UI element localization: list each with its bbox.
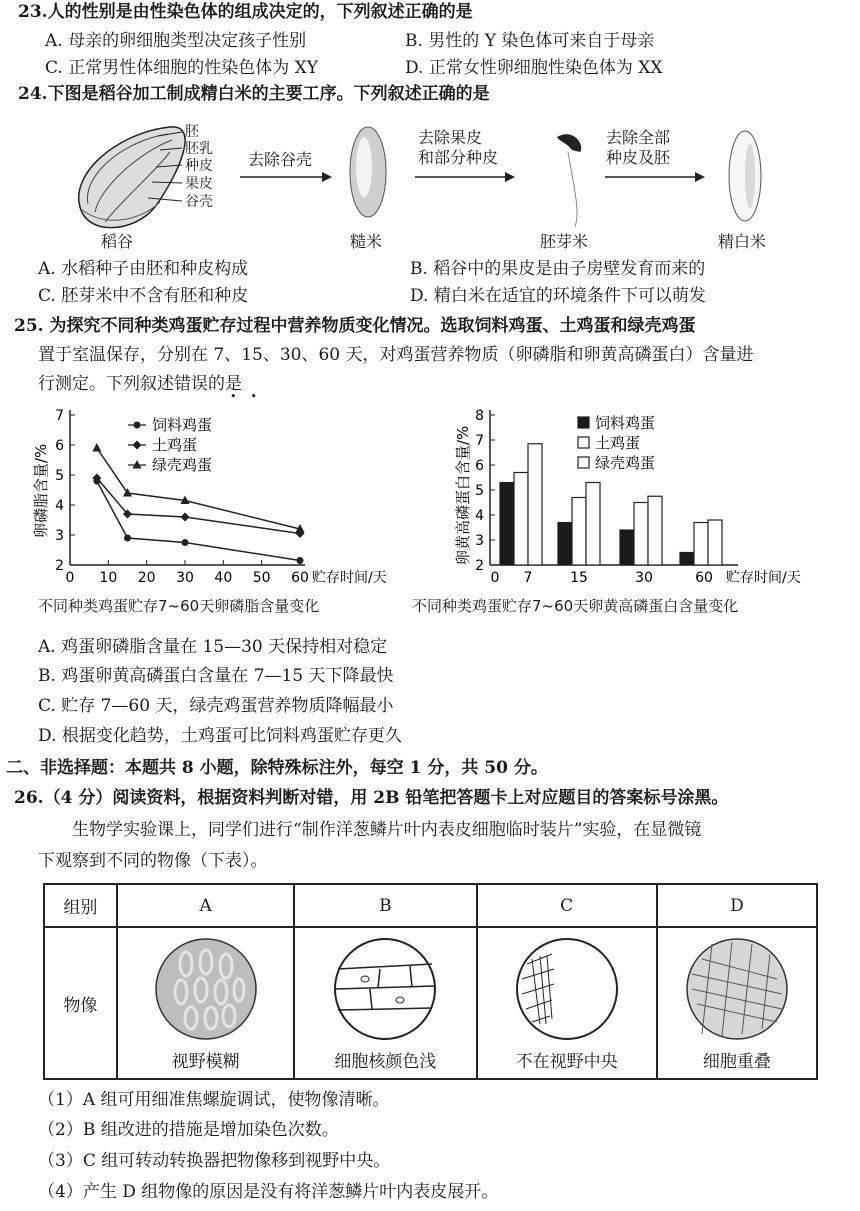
blurry-view-image xyxy=(151,934,261,1044)
bar xyxy=(572,498,586,566)
y-tick-label: 4 xyxy=(55,498,64,514)
bar xyxy=(500,483,514,566)
step3-label-line2: 种皮及胚 xyxy=(606,148,671,167)
part-label-seed-coat: 种皮 xyxy=(185,158,213,174)
q23-option-b: B. 男性的 Y 染色体可来自于母亲 xyxy=(405,31,655,51)
table-header-b: B xyxy=(294,884,476,927)
q23-option-c: C. 正常男性体细胞的性染色体为 XY xyxy=(45,58,318,78)
bar xyxy=(514,473,528,566)
stage-label-paddy: 稻谷 xyxy=(101,232,134,251)
stage-label-polished-rice: 精白米 xyxy=(718,232,767,251)
legend-label: 绿壳鸡蛋 xyxy=(595,454,656,472)
q24-option-d: D. 精白米在适宜的环境条件下可以萌发 xyxy=(410,286,706,306)
y-tick-label: 6 xyxy=(55,438,64,454)
x-tick-label: 0 xyxy=(490,570,500,586)
bar xyxy=(586,483,600,566)
y-tick-label: 4 xyxy=(475,508,484,524)
legend-marker xyxy=(134,422,141,429)
legend-label: 土鸡蛋 xyxy=(595,434,641,452)
q25-option-d: D. 根据变化趋势，土鸡蛋可比饲料鸡蛋贮存更久 xyxy=(38,726,402,746)
brown-rice-drawing xyxy=(350,127,386,217)
bar xyxy=(648,496,662,565)
x-tick-label: 7 xyxy=(523,570,533,586)
y-axis-title: 卵黄高磷蛋白含量/% xyxy=(454,425,472,565)
q26-stem: 26.（4 分）阅读资料，根据资料判断对错，用 2B 铅笔把答题卡上对应题目的答案标号涂黑。 xyxy=(14,788,729,808)
table-cell-a xyxy=(117,927,294,1079)
x-tick-label: 30 xyxy=(635,570,653,586)
y-tick-label: 3 xyxy=(55,528,64,544)
q25-stem-line1: 25. 为探究不同种类鸡蛋贮存过程中营养物质变化情况。选取饲料鸡蛋、土鸡蛋和绿壳鸡蛋 xyxy=(14,316,696,336)
stage-label-brown-rice: 糙米 xyxy=(350,232,383,251)
legend-marker xyxy=(133,441,142,450)
part-label-pericarp: 果皮 xyxy=(185,176,213,192)
data-point xyxy=(182,539,189,546)
phosvitin-bar-chart xyxy=(448,400,848,595)
x-tick-label: 60 xyxy=(695,570,713,586)
q26-para-line1: 生物学实验课上，同学们进行“制作洋葱鳞片叶内表皮细胞临时装片”实验，在显微镜 xyxy=(72,820,702,840)
legend-swatch xyxy=(578,437,589,448)
emphasis-dots: • • xyxy=(230,390,257,403)
q24-option-a: A. 水稻种子由胚和种皮构成 xyxy=(38,259,249,279)
y-axis-title: 卵磷脂含量/% xyxy=(32,443,50,538)
legend-label: 饲料鸡蛋 xyxy=(595,414,656,432)
rice-grain-drawing xyxy=(79,127,185,228)
bar xyxy=(634,503,648,566)
microscope-image-table xyxy=(43,883,818,1080)
q24-stem: 24.下图是稻谷加工制成精白米的主要工序。下列叙述正确的是 xyxy=(18,84,490,104)
x-tick-label: 40 xyxy=(214,570,233,586)
caption-a: 视野模糊 xyxy=(171,1052,240,1072)
x-tick-label: 50 xyxy=(252,570,271,586)
off-center-image xyxy=(512,934,622,1044)
table-header-d: D xyxy=(657,884,817,927)
y-tick-label: 7 xyxy=(55,408,64,424)
step2-label-line2: 和部分种皮 xyxy=(418,148,499,167)
y-tick-label: 2 xyxy=(475,558,484,574)
lecithin-line-chart xyxy=(28,400,428,595)
q25-stem-line3: 行测定。下列叙述错误的是 xyxy=(38,374,242,394)
q23-option-a: A. 母亲的卵细胞类型决定孩子性别 xyxy=(45,31,307,51)
table-header-a: A xyxy=(117,884,294,927)
series-line xyxy=(97,478,300,534)
x-tick-label: 0 xyxy=(65,570,75,586)
bar xyxy=(694,523,708,566)
table-cell-b xyxy=(294,927,476,1079)
x-axis-title: 贮存时间/天 xyxy=(726,570,801,586)
bar xyxy=(528,444,542,565)
y-tick-label: 8 xyxy=(475,408,484,424)
legend-marker xyxy=(133,460,142,469)
part-label-endosperm: 胚乳 xyxy=(185,141,213,157)
x-tick-label: 60 xyxy=(291,570,309,586)
q25-stem-line2: 置于室温保存，分别在 7、15、30、60 天，对鸡蛋营养物质（卵磷脂和卵黄高磷蛋白）含量进 xyxy=(38,345,754,365)
q23-option-d: D. 正常女性卵细胞性染色体为 XX xyxy=(405,58,663,78)
statement-2: （2）B 组改进的措施是增加染色次数。 xyxy=(38,1120,339,1140)
legend-label: 绿壳鸡蛋 xyxy=(152,456,213,474)
q25-option-c: C. 贮存 7—60 天，绿壳鸡蛋营养物质降幅最小 xyxy=(38,696,394,716)
bar xyxy=(680,553,694,566)
statement-1: （1）A 组可用细准焦螺旋调试，使物像清晰。 xyxy=(38,1090,390,1110)
caption-b: 细胞核颜色浅 xyxy=(334,1052,437,1072)
data-point xyxy=(124,535,131,542)
section-heading: 二、非选择题：本题共 8 小题，除特殊标注外，每空 1 分，共 50 分。 xyxy=(6,758,548,778)
y-tick-label: 5 xyxy=(475,483,484,499)
table-cell-d xyxy=(657,927,817,1079)
caption-c: 不在视野中央 xyxy=(515,1052,618,1072)
x-tick-label: 15 xyxy=(570,570,588,586)
bar xyxy=(620,530,634,565)
light-nucleus-image xyxy=(330,934,440,1044)
y-tick-label: 5 xyxy=(55,468,64,484)
germ-rice-drawing xyxy=(557,134,581,227)
y-tick-label: 3 xyxy=(475,533,484,549)
data-point xyxy=(297,557,304,564)
x-tick-label: 20 xyxy=(137,570,156,586)
q23-stem: 23.人的性别是由性染色体的组成决定的，下列叙述正确的是 xyxy=(18,2,473,22)
q24-option-c: C. 胚芽米中不含有胚和种皮 xyxy=(38,286,249,306)
legend-label: 土鸡蛋 xyxy=(152,436,198,454)
y-tick-label: 6 xyxy=(475,458,484,474)
polished-rice-drawing xyxy=(729,131,761,221)
q25-option-b: B. 鸡蛋卵黄高磷蛋白含量在 7—15 天下降最快 xyxy=(38,666,394,686)
part-label-husk: 谷壳 xyxy=(185,194,213,210)
statement-4: （4）产生 D 组物像的原因是没有将洋葱鳞片叶内表皮展开。 xyxy=(38,1182,499,1202)
legend-label: 饲料鸡蛋 xyxy=(152,416,213,434)
data-point xyxy=(92,443,101,452)
table-cell-c xyxy=(477,927,657,1079)
step1-label: 去除谷壳 xyxy=(248,150,313,169)
overlap-image xyxy=(682,934,792,1044)
statement-3: （3）C 组可转动转换器把物像移到视野中央。 xyxy=(38,1151,391,1171)
y-tick-label: 7 xyxy=(475,433,484,449)
chart1-caption: 不同种类鸡蛋贮存7~60天卵磷脂含量变化 xyxy=(38,597,320,615)
q24-option-b: B. 稻谷中的果皮是由子房壁发育而来的 xyxy=(410,259,706,279)
x-tick-label: 30 xyxy=(176,570,194,586)
table-header-group: 组别 xyxy=(44,884,117,927)
q26-para-line2: 下观察到不同的物像（下表）。 xyxy=(38,851,268,871)
bar xyxy=(708,520,722,565)
bar xyxy=(558,523,572,566)
legend-swatch xyxy=(578,457,589,468)
y-tick-label: 2 xyxy=(55,558,64,574)
step3-label-line1: 去除全部 xyxy=(606,128,671,147)
x-axis-title: 贮存时间/天 xyxy=(312,570,387,586)
table-header-c: C xyxy=(477,884,657,927)
legend-swatch xyxy=(578,417,589,428)
part-label-embryo: 胚 xyxy=(185,124,199,140)
step2-label-line1: 去除果皮 xyxy=(418,128,483,147)
caption-d: 细胞重叠 xyxy=(702,1052,771,1072)
table-row-label: 物像 xyxy=(44,927,117,1079)
data-point xyxy=(181,513,190,522)
x-tick-label: 10 xyxy=(99,570,118,586)
stage-label-germ-rice: 胚芽米 xyxy=(540,232,589,251)
q25-option-a: A. 鸡蛋卵磷脂含量在 15—30 天保持相对稳定 xyxy=(38,637,388,657)
chart2-caption: 不同种类鸡蛋贮存7~60天卵黄高磷蛋白含量变化 xyxy=(412,597,739,615)
